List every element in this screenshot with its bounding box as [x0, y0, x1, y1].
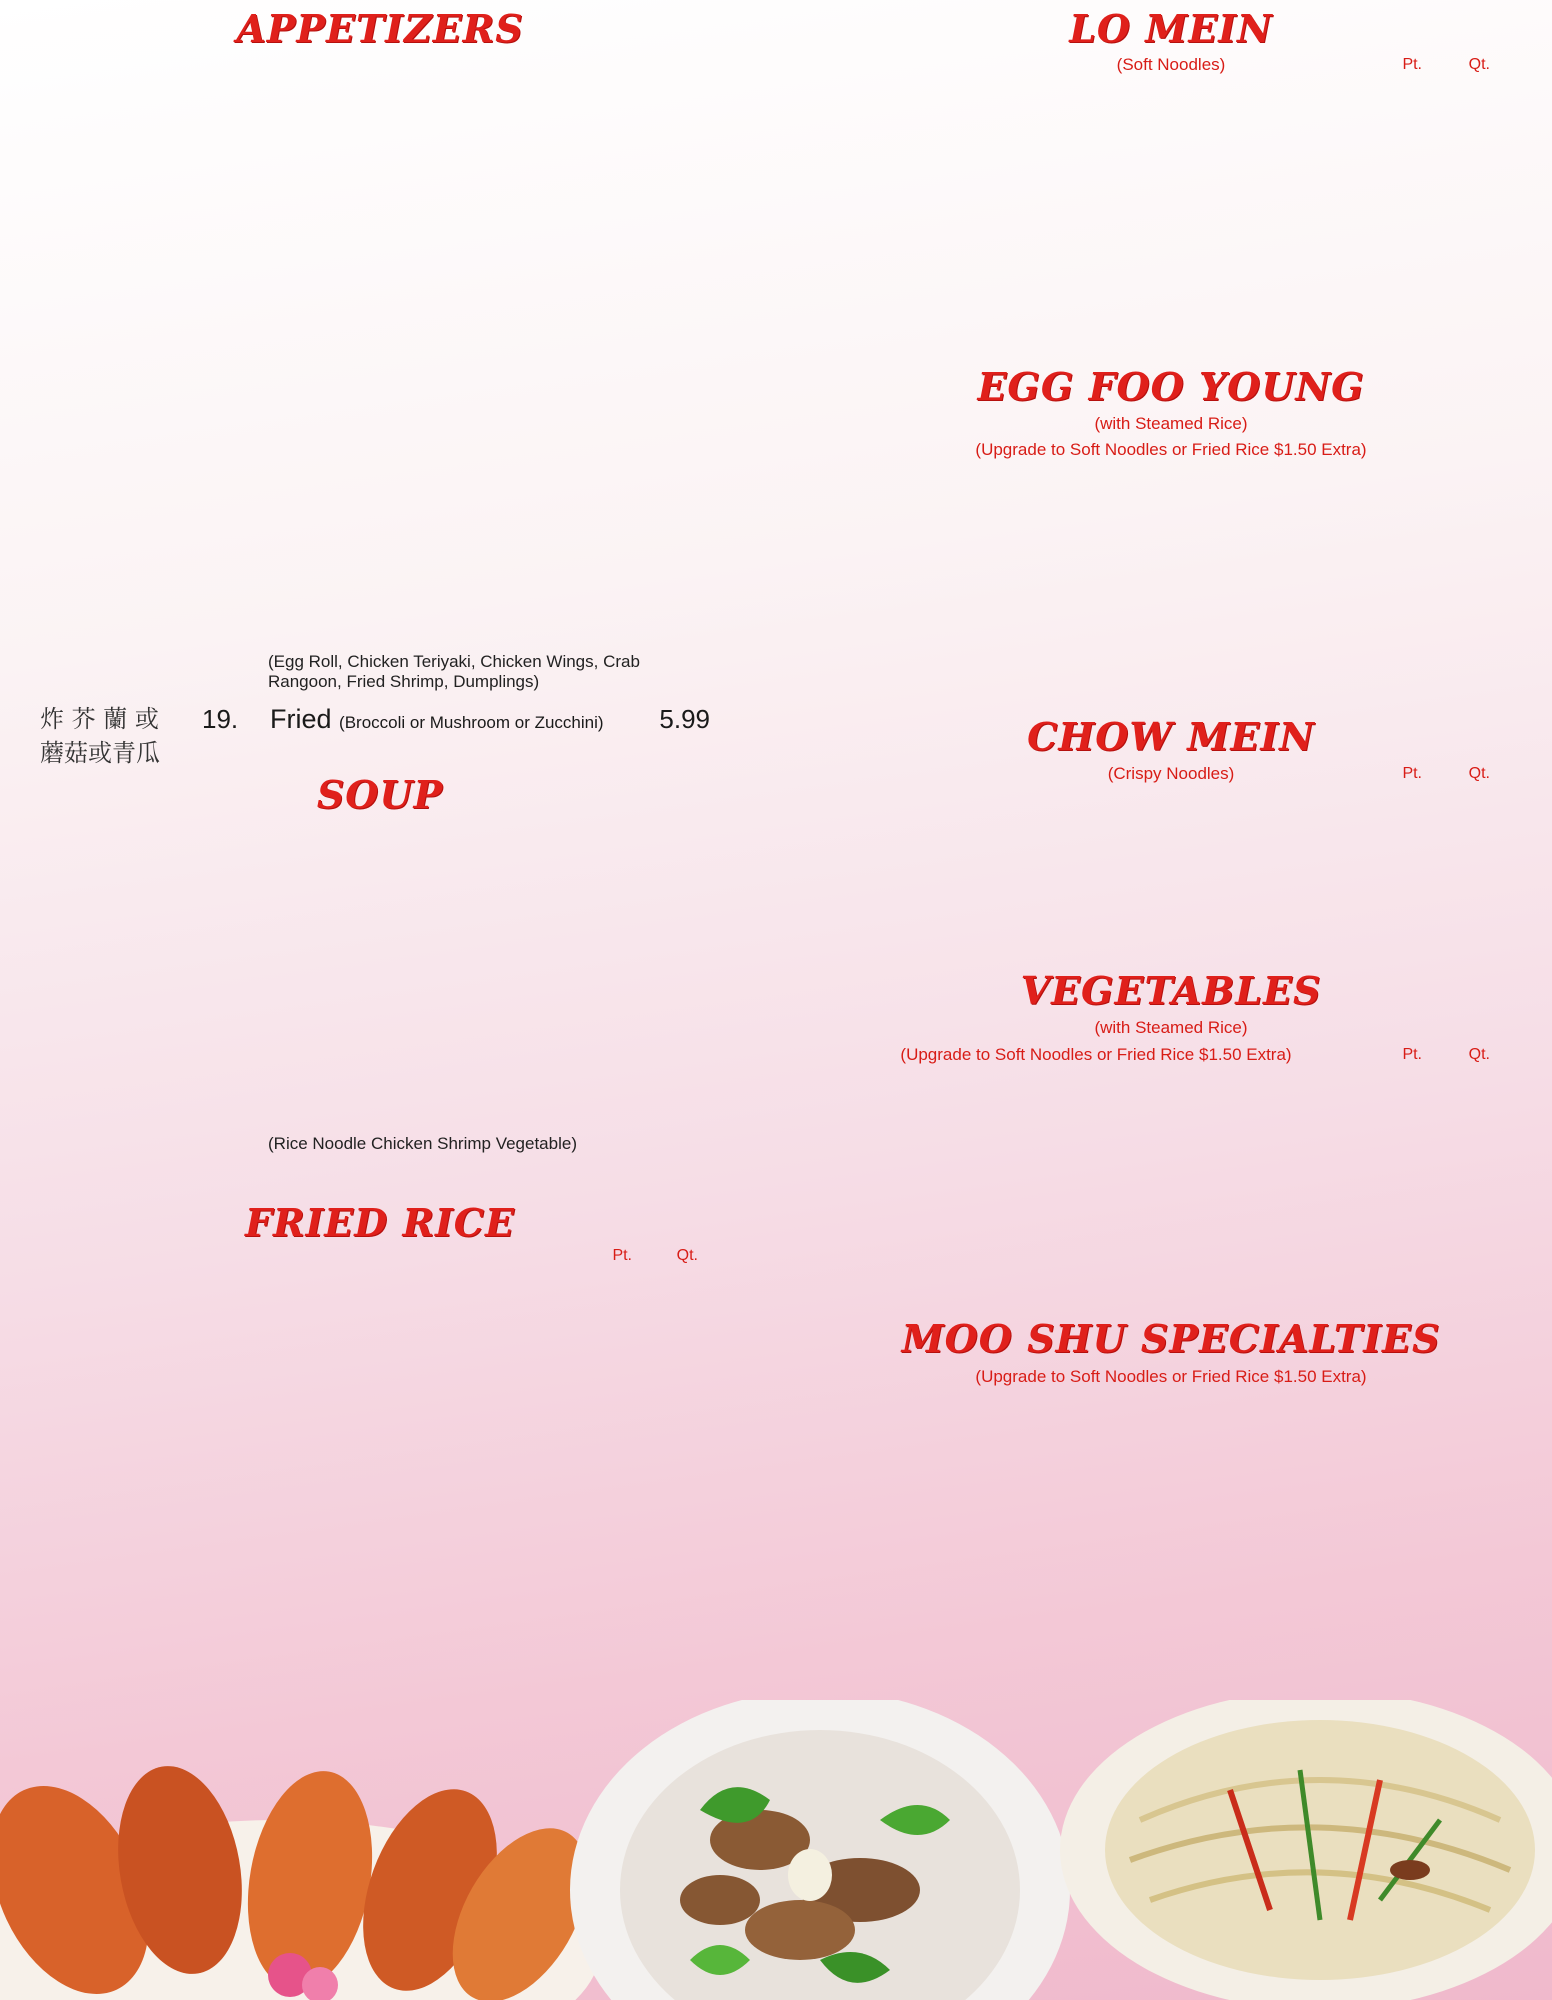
fried-rice-title: FRIED RICE — [244, 1200, 516, 1245]
cn-name — [40, 702, 175, 737]
food-photos — [0, 1700, 1552, 2000]
buffalo-wings-photo — [0, 1756, 615, 2000]
moo-shu-subtitle: (Upgrade to Soft Noodles or Fried Rice $1.50 Extra) — [975, 1367, 1367, 1386]
lo-mein-subtitle: (Soft Noodles) — [1116, 55, 1226, 74]
egg-foo-young-subtitle: (with Steamed Rice) — [1094, 414, 1248, 433]
soup-title: SOUP — [316, 772, 444, 817]
lo-mein-pt-header: Pt. — [1402, 56, 1422, 73]
pupu-platter-note: (Egg Roll, Chicken Teriyaki, Chicken Wings, Crab Rangoon, Fried Shrimp, Dumplings) — [268, 652, 640, 691]
egg-foo-young-upgrade-note: (Upgrade to Soft Noodles or Fried Rice $1.50 Extra) — [975, 440, 1367, 459]
lo-mein-title: LO MEIN — [1069, 6, 1273, 51]
item-name-text: Fried — [270, 704, 332, 734]
item-number: 19. — [202, 704, 239, 734]
vegetables-upgrade-note: (Upgrade to Soft Noodles or Fried Rice $1.50 Extra) — [900, 1045, 1292, 1064]
fried-rice-qt-header: Qt. — [676, 1247, 698, 1264]
vegetables-qt-header: Qt. — [1468, 1046, 1490, 1063]
chow-mein-qt-header: Qt. — [1468, 765, 1490, 782]
lo-mein-qt-header: Qt. — [1468, 56, 1490, 73]
cn-line-2: 蘑菇或青瓜 — [40, 739, 160, 767]
chow-mein-subtitle: (Crispy Noodles) — [1107, 764, 1235, 783]
moo-shu-title: MOO SHU SPECIALTIES — [901, 1316, 1441, 1361]
item-price: 5.99 — [659, 704, 710, 734]
long-life-soup-note: (Rice Noodle Chicken Shrimp Vegetable) — [268, 1134, 577, 1153]
vegetables-subtitle: (with Steamed Rice) — [1094, 1018, 1248, 1037]
vegetables-pt-header: Pt. — [1402, 1046, 1422, 1063]
egg-foo-young-title: EGG FOO YOUNG — [977, 364, 1365, 409]
item-note: (Broccoli or Mushroom or Zucchini) — [339, 713, 604, 732]
fried-rice-pt-header: Pt. — [612, 1247, 632, 1264]
appetizers-title: APPETIZERS — [236, 6, 524, 51]
cn-line-1: 炸 芥 蘭 或 — [40, 705, 159, 733]
chow-mein-title: CHOW MEIN — [1027, 714, 1315, 759]
chow-mein-pt-header: Pt. — [1402, 765, 1422, 782]
singapore-noodles-photo — [1060, 1700, 1552, 2000]
pepper-steak-photo — [570, 1700, 1070, 2000]
vegetables-title: VEGETABLES — [1020, 968, 1322, 1013]
item-name — [270, 702, 604, 740]
